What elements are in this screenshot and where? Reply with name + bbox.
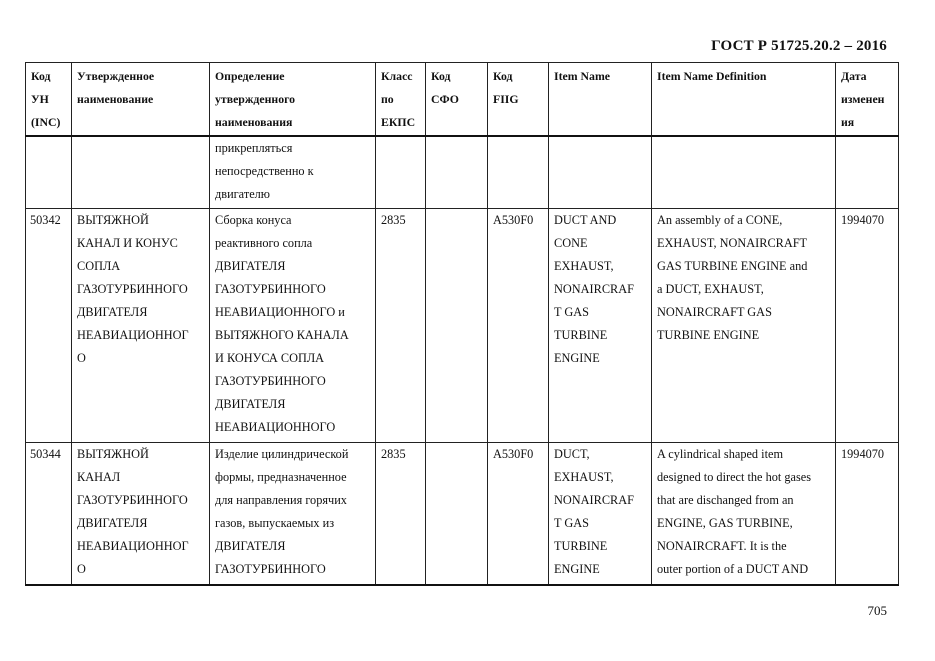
page-number: 705 (867, 603, 887, 618)
table-row-continuation (26, 136, 899, 209)
cell-item-name-definition: An assembly of a CONE, EXHAUST, NONAIRCRAFT GAS TURBINE ENGINE and a DUCT, EXHAUST, NONAIRCRAFT GAS TURBINE ENGINE (652, 209, 836, 443)
cell-sfo-code (426, 136, 488, 209)
cell-change-date: 1994070 (836, 443, 899, 586)
cell-approved-name: ВЫТЯЖНОЙ КАНАЛ ГАЗОТУРБИННОГО ДВИГАТЕЛЯ НЕАВИАЦИОННОГ О (72, 443, 210, 586)
cell-item-name: DUCT, EXHAUST, NONAIRCRAF T GAS TURBINE ENGINE (549, 443, 652, 586)
column-header-sfo-code: Код СФО (426, 63, 488, 137)
item-name-table (25, 62, 899, 586)
column-header-approved-name: Утвержденное наименование (72, 63, 210, 137)
cell-fiig-code (488, 136, 549, 209)
cell-item-name: DUCT AND CONE EXHAUST, NONAIRCRAF T GAS TURBINE ENGINE (549, 209, 652, 443)
cell-name-definition: Сборка конуса реактивного сопла ДВИГАТЕЛЯ ГАЗОТУРБИННОГО НЕАВИАЦИОННОГО и ВЫТЯЖНОГО КАНАЛА И КОНУСА СОПЛА ГАЗОТУРБИННОГО ДВИГАТЕЛЯ НЕАВИАЦИОННОГО (210, 209, 376, 443)
cell-inc: 50342 (26, 209, 72, 443)
column-header-name-definition: Определение утвержденного наименования (210, 63, 376, 137)
column-header-item-name: Item Name (549, 63, 652, 137)
cell-change-date (836, 136, 899, 209)
table-row (26, 209, 899, 443)
cell-name-definition: прикрепляться непосредственно к двигателю (210, 136, 376, 209)
table-header-row (26, 63, 899, 137)
column-header-fiig-code: Код FIIG (488, 63, 549, 137)
column-header-ekps-class: Класс по ЕКПС (376, 63, 426, 137)
column-header-item-name-definition: Item Name Definition (652, 63, 836, 137)
cell-sfo-code (426, 209, 488, 443)
cell-name-definition: Изделие цилиндрической формы, предназначенное для направления горячих газов, выпускаемых из ДВИГАТЕЛЯ ГАЗОТУРБИННОГО (210, 443, 376, 586)
column-header-inc: Код УН (INC) (26, 63, 72, 137)
cell-item-name (549, 136, 652, 209)
cell-fiig-code: A530F0 (488, 209, 549, 443)
cell-ekps-class (376, 136, 426, 209)
cell-item-name-definition (652, 136, 836, 209)
cell-ekps-class: 2835 (376, 209, 426, 443)
document-standard-header: ГОСТ Р 51725.20.2 – 2016 (711, 38, 887, 54)
cell-item-name-definition: A cylindrical shaped item designed to direct the hot gases that are dischanged from an ENGINE, GAS TURBINE, NONAIRCRAFT. It is the outer portion of a DUCT AND (652, 443, 836, 586)
cell-sfo-code (426, 443, 488, 586)
cell-ekps-class: 2835 (376, 443, 426, 586)
cell-approved-name: ВЫТЯЖНОЙ КАНАЛ И КОНУС СОПЛА ГАЗОТУРБИННОГО ДВИГАТЕЛЯ НЕАВИАЦИОННОГ О (72, 209, 210, 443)
column-header-change-date: Дата изменен ия (836, 63, 899, 137)
cell-inc: 50344 (26, 443, 72, 586)
cell-change-date: 1994070 (836, 209, 899, 443)
cell-approved-name (72, 136, 210, 209)
cell-fiig-code: A530F0 (488, 443, 549, 586)
table-row (26, 443, 899, 586)
cell-inc (26, 136, 72, 209)
